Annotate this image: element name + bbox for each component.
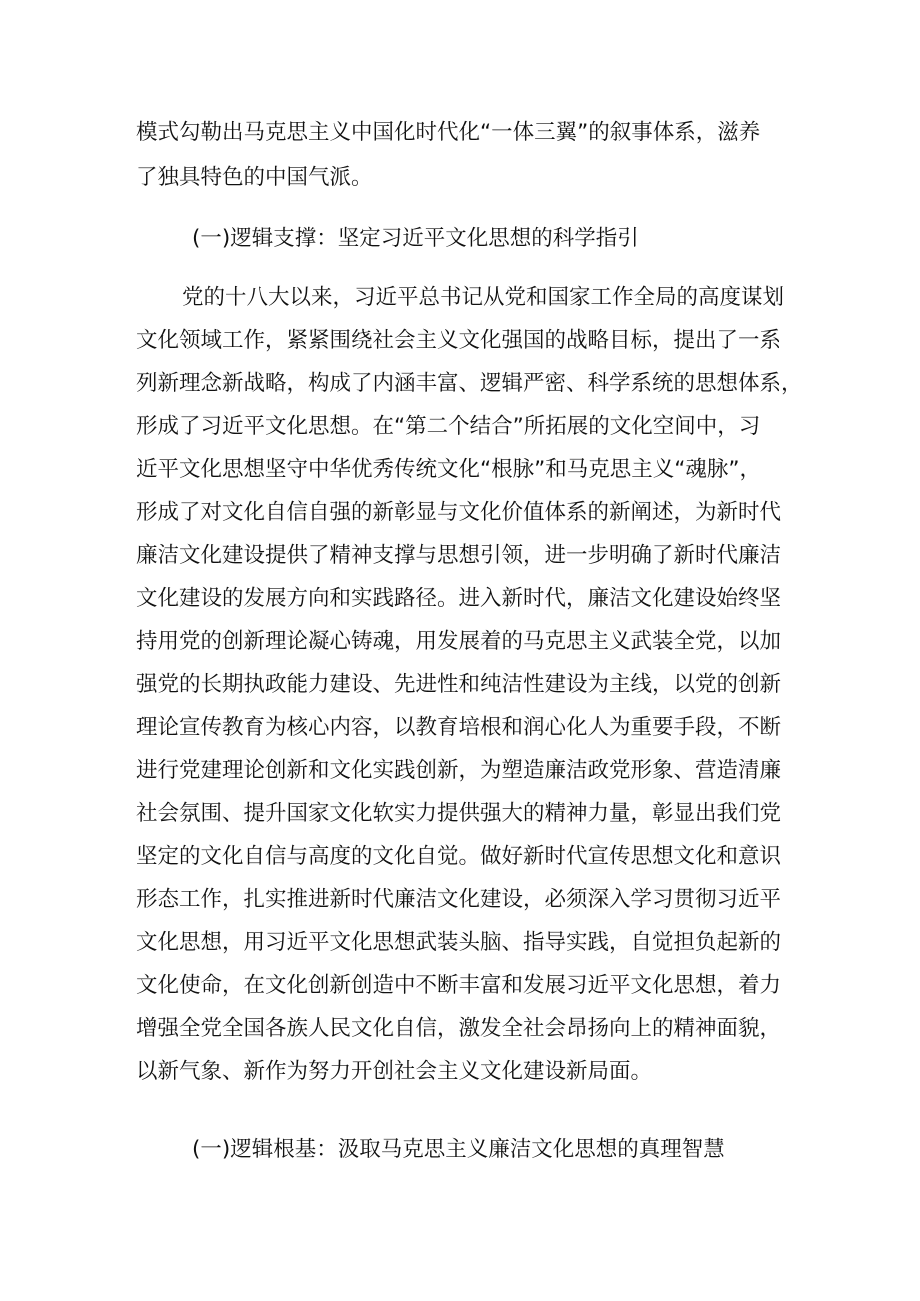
paragraph-line: 文化使命，在文化创新创造中不断丰富和发展习近平文化思想，着力 (136, 973, 782, 998)
section-heading-logic-support: (一)逻辑支撑：坚定习近平文化思想的科学指引 (192, 226, 639, 251)
paragraph-line: 党的十八大以来，习近平总书记从党和国家工作全局的高度谋划 (182, 285, 785, 310)
paragraph-line: 廉洁文化建设提供了精神支撑与思想引领，进一步明确了新时代廉洁 (136, 543, 782, 568)
paragraph-line: 进行党建理论创新和文化实践创新，为塑造廉洁政党形象、营造清廉 (136, 758, 782, 783)
paragraph-line: 坚定的文化自信与高度的文化自觉。做好新时代宣传思想文化和意识 (136, 844, 782, 869)
paragraph-line: 文化思想，用习近平文化思想武装头脑、指导实践，自觉担负起新的 (136, 930, 782, 955)
intro-line-2: 了独具特色的中国气派。 (136, 165, 373, 190)
paragraph-line: 持用党的创新理论凝心铸魂，用发展着的马克思主义武装全党，以加 (136, 629, 782, 654)
intro-line-1: 模式勾勒出马克思主义中国化时代化“一体三翼”的叙事体系，滋养 (136, 120, 761, 145)
paragraph-line: 形态工作，扎实推进新时代廉洁文化建设，必须深入学习贯彻习近平 (136, 887, 782, 912)
paragraph-line: 文化建设的发展方向和实践路径。进入新时代，廉洁文化建设始终坚 (136, 586, 782, 611)
paragraph-line: 强党的长期执政能力建设、先进性和纯洁性建设为主线，以党的创新 (136, 672, 782, 697)
paragraph-line: 近平文化思想坚守中华优秀传统文化“根脉”和马克思主义“魂脉”， (136, 457, 762, 482)
section-heading-logic-foundation: (一)逻辑根基：汲取马克思主义廉洁文化思想的真理智慧 (192, 1137, 725, 1162)
paragraph-line: 文化领域工作，紧紧围绕社会主义文化强国的战略目标，提出了一系 (136, 328, 782, 353)
paragraph-line: 理论宣传教育为核心内容，以教育培根和润心化人为重要手段，不断 (136, 715, 782, 740)
paragraph-line: 以新气象、新作为努力开创社会主义文化建设新局面。 (136, 1059, 653, 1084)
paragraph-line: 增强全党全国各族人民文化自信，激发全社会昂扬向上的精神面貌， (136, 1016, 782, 1041)
paragraph-line: 形成了习近平文化思想。在“第二个结合”所拓展的文化空间中，习 (136, 414, 761, 439)
paragraph-line: 社会氛围、提升国家文化软实力提供强大的精神力量，彰显出我们党 (136, 801, 782, 826)
paragraph-line: 列新理念新战略，构成了内涵丰富、逻辑严密、科学系统的思想体系， (136, 371, 803, 396)
paragraph-line: 形成了对文化自信自强的新彰显与文化价值体系的新阐述，为新时代 (136, 500, 782, 525)
